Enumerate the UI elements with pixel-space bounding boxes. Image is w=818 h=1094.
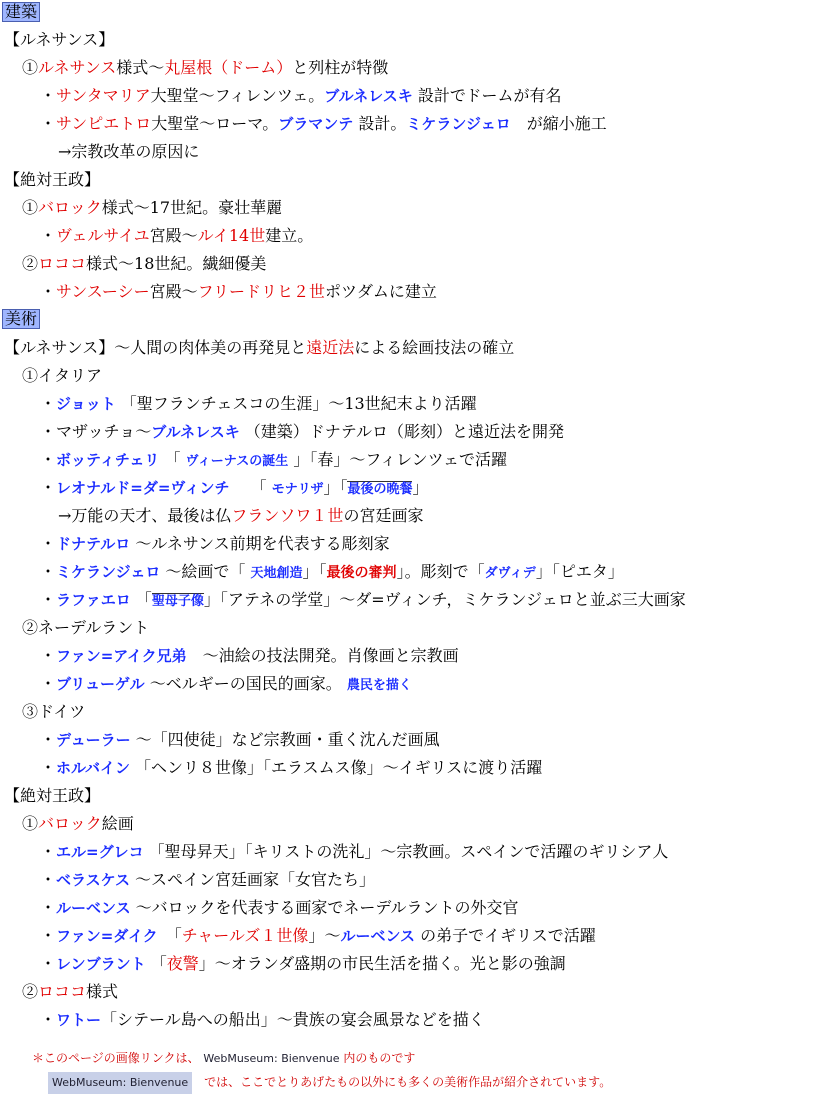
term: ルネサンス [38, 58, 117, 77]
artwork-link[interactable]: ダヴィデ [484, 566, 536, 581]
list-item [40, 422, 564, 442]
artwork-link[interactable]: 天地創造 [250, 566, 303, 581]
text: ～バロックを代表する画家でネーデルラントの外交官 [130, 898, 519, 917]
text: の宮廷画家 [343, 506, 424, 525]
term: サンピエトロ [56, 114, 152, 133]
text: 」「アテネの学堂」～ダ=ヴィンチ，ミケランジェロと並ぶ三大画家 [203, 590, 686, 609]
artist-link[interactable]: レオナルド=ダ=ヴィンチ [56, 479, 230, 497]
artist-link[interactable]: ミケランジェロ [406, 115, 511, 133]
artist-link[interactable]: ブルネレスキ [324, 87, 413, 105]
list-item [40, 562, 624, 582]
artist-link[interactable]: ボッティチェリ [56, 451, 160, 469]
footer-text: ＊このページの画像リンクは、 [32, 1051, 200, 1065]
text: 「 [130, 590, 152, 609]
bullet: ・ [40, 898, 57, 917]
text: 様式～17世紀。豪壮華麗 [101, 198, 283, 217]
list-item [40, 758, 542, 778]
list-item [40, 450, 507, 470]
artist-link[interactable]: ルーベンス [340, 927, 416, 945]
text: ② [22, 982, 39, 1001]
artwork-link[interactable]: 最後の晩餐 [347, 482, 413, 497]
text: ①イタリア [22, 366, 103, 385]
artist-link[interactable]: ルーベンス [56, 899, 131, 917]
text: 建立。 [265, 226, 314, 245]
text: ②ネーデルラント [22, 618, 150, 637]
text: ～ベルギーの国民的画家。 [144, 674, 347, 693]
bullet: ・ [40, 842, 57, 861]
text: 」「ピエタ」 [535, 562, 624, 581]
artist-link[interactable]: ミケランジェロ [56, 563, 161, 581]
heading-text: 【ルネサンス】 [4, 30, 115, 49]
term: 丸屋根（ドーム） [164, 58, 293, 77]
list-item [40, 590, 686, 610]
artist-link[interactable]: エル=グレコ [56, 843, 144, 861]
list-item [40, 730, 440, 750]
heading-renaissance-arch [4, 30, 114, 50]
section-label: 美術 [2, 309, 40, 329]
text: 」「 [323, 478, 348, 497]
artwork-link[interactable]: 農民を描く [346, 678, 412, 693]
line-baroque-painting [22, 814, 134, 834]
bullet: ・ [40, 730, 57, 749]
text: 」 [412, 478, 429, 497]
bullet: ・ [40, 870, 57, 889]
list-item [40, 674, 412, 694]
text: ① [22, 58, 39, 77]
term: バロック [38, 198, 102, 217]
footer-text: 内のものです [339, 1051, 416, 1065]
term: バロック [38, 814, 102, 833]
list-item [40, 870, 375, 890]
term: ルイ14世 [197, 226, 266, 245]
webmuseum-link[interactable]: WebMuseum: Bienvenue [203, 1052, 340, 1065]
artist-link[interactable]: デューラー [56, 731, 131, 749]
text: ～油絵の技法開発。肖像画と宗教画 [186, 646, 459, 665]
term: サンタマリア [56, 86, 151, 105]
list-item [40, 898, 519, 918]
term: サンスーシー [56, 282, 150, 301]
text: 大聖堂～ローマ。 [151, 114, 279, 133]
subheading-netherlands [22, 618, 149, 638]
term: 遠近法 [306, 338, 355, 357]
text: ～絵画で「 [160, 562, 251, 581]
list-item [40, 954, 566, 974]
list-item [40, 478, 429, 498]
text: 絵画 [101, 814, 134, 833]
text: ① [22, 198, 39, 217]
text: 「 [157, 926, 182, 945]
list-item [40, 226, 313, 246]
section-label: 建築 [2, 2, 40, 22]
line-renaissance-style [22, 58, 388, 78]
artist-link[interactable]: レンブラント [56, 955, 146, 973]
bullet: ・ [40, 534, 57, 553]
bullet: ・ [40, 478, 57, 497]
text: 「聖母昇天」「キリストの洗礼」～宗教画。スペインで活躍のギリシア人 [143, 842, 669, 861]
section-header-art [2, 309, 40, 329]
bullet: ・ [40, 450, 57, 469]
text: 「 [159, 450, 186, 469]
text: の弟子でイギリスで活躍 [415, 926, 596, 945]
note-line [58, 506, 423, 526]
text: 宮殿～ [149, 226, 198, 245]
artist-link[interactable]: ホルバイン [56, 759, 130, 777]
term: ロココ [38, 982, 87, 1001]
bullet: ・ [40, 86, 57, 105]
text: →万能の天才、最後は仏 [58, 506, 232, 525]
artist-link[interactable]: ワトー [56, 1011, 102, 1029]
artist-link[interactable]: ベラスケス [56, 871, 130, 889]
text: ～ルネサンス前期を代表する彫刻家 [130, 534, 390, 553]
artist-link[interactable]: ラファエロ [56, 591, 131, 609]
list-item [40, 1010, 485, 1030]
subheading-germany [22, 702, 85, 722]
bullet: ・ [40, 394, 57, 413]
artwork-link[interactable]: ヴィーナスの誕生 [185, 454, 289, 469]
subheading-italy [22, 366, 102, 386]
line-baroque-style [22, 198, 282, 218]
note-line [58, 142, 199, 162]
bullet: ・ [40, 590, 57, 609]
heading-absolutism-art [4, 786, 100, 806]
text: 」。彫刻で「 [396, 562, 485, 581]
line-rococo-painting [22, 982, 118, 1002]
term: チャールズ１世像 [181, 926, 309, 945]
text: ～スペイン宮廷画家「女官たち」 [129, 870, 376, 889]
artist-link[interactable]: ブルネレスキ [151, 423, 240, 441]
text: 宮殿～ [149, 282, 198, 301]
term: ヴェルサイユ [56, 226, 150, 245]
heading-absolutism-arch [4, 170, 100, 190]
text: ・マザッチョ～ [40, 422, 152, 441]
bullet: ・ [40, 226, 57, 245]
text: ① [22, 814, 39, 833]
artist-link[interactable]: ブリューゲル [56, 675, 145, 693]
text: 「 [229, 478, 272, 497]
heading-renaissance-art [4, 338, 514, 358]
text: 設計でドームが有名 [412, 86, 562, 105]
bullet: ・ [40, 674, 57, 693]
text: ～「四使徒」など宗教画・重く沈んだ画風 [130, 730, 440, 749]
text: 「 [145, 954, 167, 973]
artwork-link[interactable]: モナリザ [271, 482, 324, 497]
text: 」「 [302, 562, 327, 581]
heading-text: 【ルネサンス】～人間の肉体美の再発見と [4, 338, 307, 357]
text: 様式 [86, 982, 119, 1001]
heading-text: 【絶対王政】 [4, 786, 101, 805]
bullet: ・ [40, 954, 57, 973]
line-rococo-style [22, 254, 266, 274]
list-item [40, 646, 459, 666]
list-item [40, 534, 390, 554]
text: が縮小施工 [510, 114, 607, 133]
footer-text: では、ここでとりあげたもの以外にも多くの美術作品が紹介されています。 [192, 1075, 612, 1089]
term: フリードリヒ２世 [197, 282, 326, 301]
heading-text: 【絶対王政】 [4, 170, 101, 189]
list-item [40, 86, 562, 106]
bullet: ・ [40, 114, 57, 133]
text: 」～ [308, 926, 341, 945]
artist-link[interactable]: ブラマンテ [278, 115, 354, 133]
bullet: ・ [40, 646, 57, 665]
footer-note-2 [48, 1072, 611, 1092]
text: による絵画技法の確立 [354, 338, 515, 357]
text: 様式～18世紀。繊細優美 [86, 254, 267, 273]
text: 様式～ [116, 58, 165, 77]
text: 」～オランダ盛期の市民生活を描く。光と影の強調 [198, 954, 566, 973]
text: 設計。 [353, 114, 407, 133]
bullet: ・ [40, 1010, 57, 1029]
text: →宗教改革の原因に [58, 142, 200, 161]
section-header-architecture [2, 2, 40, 22]
artist-link[interactable]: ファン=アイク兄弟 [56, 647, 187, 665]
text: ② [22, 254, 39, 273]
text: 」「春」～フィレンツェで活躍 [288, 450, 508, 469]
text: 大聖堂～フィレンツェ。 [150, 86, 325, 105]
footer-note [32, 1048, 415, 1068]
list-item [40, 394, 477, 414]
list-item [40, 282, 437, 302]
term: 夜警 [166, 954, 199, 973]
list-item [40, 926, 596, 946]
webmuseum-banner-link[interactable]: WebMuseum: Bienvenue [48, 1072, 192, 1094]
bullet: ・ [40, 758, 57, 777]
text: ③ドイツ [22, 702, 86, 721]
term: 最後の審判 [326, 565, 397, 581]
artist-link[interactable]: ジョット [56, 395, 116, 413]
bullet: ・ [40, 562, 57, 581]
list-item [40, 114, 607, 134]
term: ロココ [38, 254, 87, 273]
term: フランソワ１世 [231, 506, 344, 525]
text: 「聖フランチェスコの生涯」～13世紀末より活躍 [115, 394, 477, 413]
text: 「シテール島への船出」～貴族の宴会風景などを描く [101, 1010, 485, 1029]
artist-link[interactable]: ファン=ダイク [56, 927, 158, 945]
artwork-link[interactable]: 聖母子像 [151, 594, 204, 609]
artist-link[interactable]: ドナテルロ [56, 535, 131, 553]
text: ポツダムに建立 [325, 282, 437, 301]
bullet: ・ [40, 282, 57, 301]
text: （建築）ドナテルロ（彫刻）と遠近法を開発 [239, 422, 565, 441]
text: と列柱が特徴 [292, 58, 389, 77]
list-item [40, 842, 668, 862]
text: 「ヘンリ８世像」「エラスムス像」～イギリスに渡り活躍 [129, 758, 543, 777]
bullet: ・ [40, 926, 57, 945]
